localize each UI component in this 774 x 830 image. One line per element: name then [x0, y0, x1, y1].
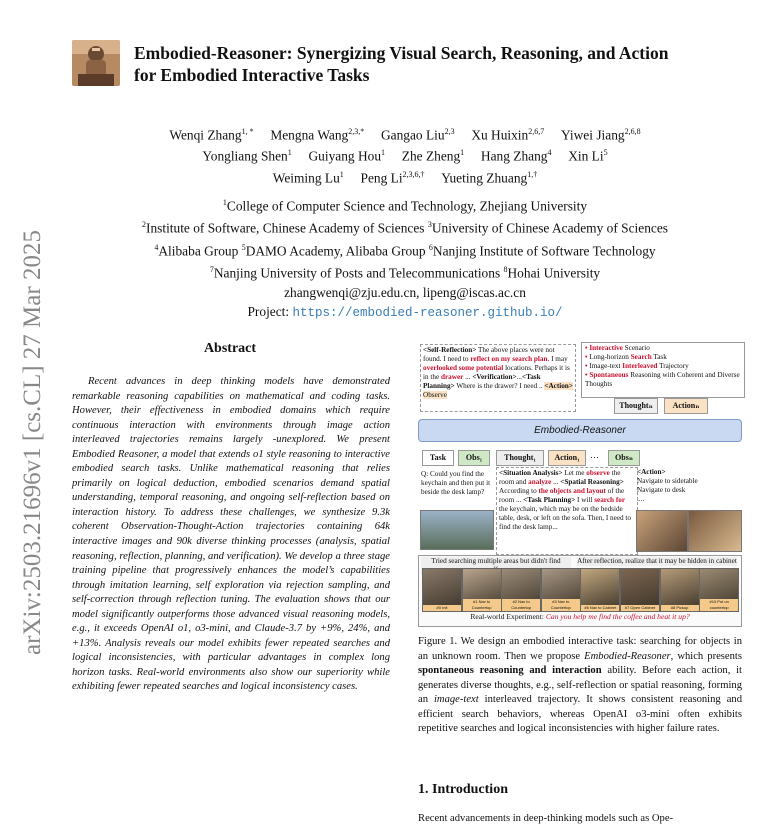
reflection-segment: Where is the drawer? I need .. [454, 382, 545, 390]
strip-right-note: After reflection, realize that it may be hidden in cabinet [577, 557, 737, 565]
thought-n-chip: Thoughtₙ [614, 398, 658, 414]
affil-number: 8 [503, 265, 508, 275]
author-name: Weiming Lu [272, 170, 340, 186]
reflection-box [420, 344, 576, 412]
thought-segment: According to [499, 487, 539, 495]
model-name: Embodied-Reasoner [534, 425, 626, 436]
author-name: Yueting Zhuang [441, 170, 528, 186]
author-name: Guiyang Hou [308, 148, 382, 164]
feature-text: Search [630, 353, 652, 361]
feature-item [585, 344, 741, 353]
author-line [60, 144, 750, 165]
caption-segment: interleaved trajectory. It shows consistent reasoning and efficient search behaviors, whereas OpenAI o3-mini often exhibits repetitive searches and logical inconsistencies with higher failure rates. [418, 694, 742, 734]
author-name: Xin Li [568, 148, 604, 164]
reflection-segment: ... [516, 373, 522, 381]
author-line [60, 166, 750, 187]
affiliation-line [60, 193, 750, 215]
strip-photo [580, 568, 620, 612]
feature-text: Task [651, 353, 667, 361]
action-line: .... [637, 495, 645, 503]
thought-segment: <Situation Analysis> [499, 469, 563, 477]
chip-obsn: Obsₙ [608, 450, 640, 466]
real-world-strip [418, 555, 742, 627]
caption-segment: Embodied-Reasoner [584, 650, 671, 662]
author-affil-mark: 1, * [241, 127, 254, 136]
caption-segment: spontaneous reasoning and interaction [418, 665, 602, 676]
model-bar [418, 419, 742, 442]
affil-name: DAMO Academy, Alibaba Group [245, 243, 429, 259]
feature-item [585, 371, 741, 389]
reflection-segment: Observe [423, 391, 447, 399]
affil-name: University of Chinese Academy of Sciences [431, 220, 668, 236]
strip-photo-label: #1 Nav to Countertop [463, 599, 501, 611]
strip-photo [462, 568, 502, 612]
feature-bullet: • [585, 344, 590, 352]
emails: zhangwenqi@zju.edu.cn, lipeng@iscas.ac.cn [284, 284, 526, 300]
affiliation-line [60, 238, 750, 260]
author-name: Mengna Wang [270, 127, 349, 143]
feature-text: Scenario [622, 344, 650, 352]
abstract-body [72, 375, 390, 695]
caption-segment: ability. Before each action, it generates diverse thoughts, e.g., self-reflection or spatial reasoning, forming an [418, 665, 742, 705]
chip-thought1: Thought₁ [496, 450, 544, 466]
feature-text: Spontaneous [589, 371, 629, 379]
reflection-segment: locations. Perhaps it is in the [423, 364, 570, 381]
affil-number: 4 [154, 242, 159, 252]
strip-photo [699, 568, 739, 612]
author-affil-mark: 1 [339, 169, 344, 179]
reflection-segment: <Task Planning> [423, 373, 541, 390]
action-n-chip: Actionₙ [664, 398, 708, 414]
figure-1 [418, 342, 742, 626]
reflection-segment: <Self-Reflection> [423, 346, 477, 354]
project-line [60, 302, 750, 323]
feature-text: Reasoning with Coherent and Diverse Thoughts [585, 371, 740, 388]
strip-photo-label: #8 Pickup [661, 605, 699, 611]
photo-sidetable [636, 510, 688, 552]
caption-segment: Figure 1. We design an embodied interactive task: searching for objects in an unknown room. Then we propose [418, 636, 742, 662]
thought-segment: the keychain, which may be on the bedside table, desk, or left on the sofa. Then, I need to find the desk lamp... [499, 505, 631, 531]
abstract-heading: Abstract [203, 341, 257, 356]
arxiv-stamp [4, 200, 54, 660]
action-line: <Action> [637, 468, 666, 476]
affil-name: Hohai University [507, 265, 601, 281]
reflection-segment: reflect on my search plan [470, 355, 548, 363]
abstract-text: Recent advances in deep thinking models have demonstrated remarkable reasoning capabilities on mathematical and coding tasks. However, their effectiveness in embodied domains which require continuous interaction with environments through image action interleaved trajectories remains largely -unexplored. We present Embodied Reasoner, a model that extends o1 style reasoning to interactive embodied search tasks. Unlike mathematical reasoning that relies primarily on logical deduction, embodied scenarios demand spatial understanding, temporal reasoning, and ongoing self-reflection based on interaction history. To address these challenges, we synthesize 9.3k coherent Observation-Thought-Action trajectories containing 64k interactive images and 90k diverse thinking processes (analysis, spatial reasoning, reflection, planning, and verification). We develop a three stage training pipeline that progressively enhances the model’s capabilities through imitation learning, self exploration via rejection sampling, and self-correction through reflection tuning. The evaluation shows that our model significantly outperforms those advanced visual reasoning models, e.g., it exceeds OpenAI o1, o3-mini, and Claude-3.7 by +9%, 24%, and +13%. Analysis reveals our model exhibits fewer repeated searches and logical inconsistencies, with particular advantages in complex long horizon tasks. Real-world environments also show our superiority while exhibiting fewer repeated searches and logical inconsistency cases. [72, 376, 390, 693]
strip-photo-label: #0 Init [423, 605, 461, 611]
thought-segment: the room and [499, 469, 621, 486]
thought-segment: analyze [528, 478, 552, 486]
reflection-segment: The above places were not found. I need to [423, 346, 555, 363]
reflection-segment: . I may [547, 355, 568, 363]
real-world-label: Real-world Experiment: [470, 612, 546, 621]
question-box: Q: Could you find the keychain and then put it beside the desk lamp? [421, 470, 491, 496]
author-affil-mark: 1 [381, 148, 386, 158]
reflection-segment: <Verification> [472, 373, 517, 381]
project-label: Project: [247, 303, 293, 319]
strip-photo-label: #7 Open Cabinet [621, 605, 659, 611]
affil-number: 6 [428, 242, 433, 252]
affil-number: 2 [141, 220, 146, 230]
thought-segment: search for [594, 496, 626, 504]
author-affil-mark: 5 [603, 148, 608, 158]
feature-item [585, 362, 741, 371]
strip-photo [422, 568, 462, 612]
intro-text: Recent advancements in deep-thinking models such as Ope- [418, 813, 674, 824]
photo-desk [688, 510, 742, 552]
affiliation-line [60, 260, 750, 282]
strip-left-note: Tried searching multiple areas but didn't find [421, 557, 571, 575]
affiliations [60, 193, 750, 323]
feature-text: Long-horizon [589, 353, 631, 361]
reflection-segment: ... [463, 373, 473, 381]
title-line-1: Embodied-Reasoner: Synergizing Visual Search, Reasoning, and Action [134, 43, 669, 63]
author-list [60, 123, 750, 187]
feature-bullet: • [585, 353, 590, 361]
feature-list [581, 342, 745, 398]
thought-segment: the objects and layout [538, 487, 606, 495]
affil-name: College of Computer Science and Technology, Zhejiang University [226, 198, 588, 214]
chip-obs1: Obs₁ [458, 450, 490, 466]
action-line: Navigate to desk [637, 486, 686, 494]
action-box [636, 467, 740, 509]
caption-segment: image-text [433, 694, 479, 705]
thought-box [496, 467, 638, 555]
chip-action1: Action₁ [548, 450, 586, 466]
arxiv-stamp-text: arXiv:2503.21696v1 [cs.CL] 27 Mar 2025 [19, 230, 46, 655]
affiliation-line [60, 215, 750, 237]
strip-photo-label: #6 Nav to Cabinet [581, 605, 619, 611]
author-line [60, 123, 750, 144]
feature-bullet: • [585, 371, 590, 379]
feature-bullet: • [585, 362, 590, 370]
feature-text: Interactive [589, 344, 623, 352]
author-name: Xu Huixin [471, 127, 529, 143]
paper-title [134, 42, 754, 86]
strip-photo-label: #2 Nav to Countertop [502, 599, 540, 611]
author-affil-mark: 1 [460, 148, 465, 158]
author-name: Yiwei Jiang [560, 127, 625, 143]
affil-name: Alibaba Group [158, 243, 242, 259]
affil-name: Institute of Software, Chinese Academy of Sciences [145, 220, 428, 236]
thought-segment: <Task Planning> [523, 496, 576, 504]
affil-number: 7 [209, 265, 214, 275]
author-affil-mark: 2,6,8 [624, 127, 641, 136]
thought-segment: Let me [562, 469, 587, 477]
author-affil-mark: 1,† [527, 169, 538, 179]
feature-item [585, 353, 741, 362]
author-affil-mark: 2,3,* [348, 127, 365, 136]
author-name: Wenqi Zhang [169, 127, 242, 143]
title-line-2: for Embodied Interactive Tasks [134, 65, 370, 85]
reflection-segment: overlooked some potential [423, 364, 504, 372]
author-name: Hang Zhang [480, 148, 548, 164]
thought-segment: observe [586, 469, 610, 477]
affil-name: Nanjing University of Posts and Telecommunications [213, 265, 504, 281]
feature-text: Image-text [589, 362, 623, 370]
strip-photo-label: #3 Nav to Countertop [542, 599, 580, 611]
caption-segment: , which presents [670, 650, 742, 662]
strip-photo [620, 568, 660, 612]
affil-number: 5 [241, 242, 246, 252]
author-name: Peng Li [360, 170, 403, 186]
thought-segment: of the room ... [499, 487, 625, 504]
affil-number: 3 [427, 220, 432, 230]
author-affil-mark: 1 [287, 148, 292, 158]
real-world-caption [421, 612, 739, 621]
feature-text: Trajectory [657, 362, 689, 370]
reflection-segment: <Action> [544, 382, 573, 390]
real-world-quote: Can you help me find the coffee and heat it up? [545, 612, 690, 621]
paper-logo [72, 40, 120, 86]
thought-segment: <Spatial Reasoning> [560, 478, 624, 486]
strip-photo-label: #10 Put on countertop [700, 599, 738, 611]
figure-caption [418, 635, 742, 737]
affil-number: 1 [222, 198, 227, 207]
thought-segment: I will [575, 496, 595, 504]
affil-name: Nanjing Institute of Software Technology [432, 243, 656, 259]
chip-task: Task [422, 450, 454, 466]
author-affil-mark: 2,3,6,† [402, 169, 425, 179]
author-affil-mark: 2,6,7 [528, 127, 545, 136]
author-affil-mark: 2,3 [444, 127, 455, 136]
action-line: Navigate to sidetable [637, 477, 698, 485]
reflection-segment: drawer [440, 373, 464, 381]
photo-init [420, 510, 494, 550]
strip-photo [501, 568, 541, 612]
chip-ellipsis: ⋯ [590, 452, 599, 462]
strip-photo [541, 568, 581, 612]
author-name: Zhe Zheng [401, 148, 461, 164]
intro-heading: 1. Introduction [418, 782, 508, 797]
author-name: Gangao Liu [380, 127, 445, 143]
author-name: Yongliang Shen [202, 148, 288, 164]
thought-segment: ... [551, 478, 561, 486]
project-link[interactable]: https://embodied-reasoner.github.io/ [292, 305, 563, 320]
strip-photo [660, 568, 700, 612]
author-affil-mark: 4 [547, 148, 552, 158]
affiliation-lines [60, 193, 750, 283]
feature-text: Interleaved [622, 362, 658, 370]
